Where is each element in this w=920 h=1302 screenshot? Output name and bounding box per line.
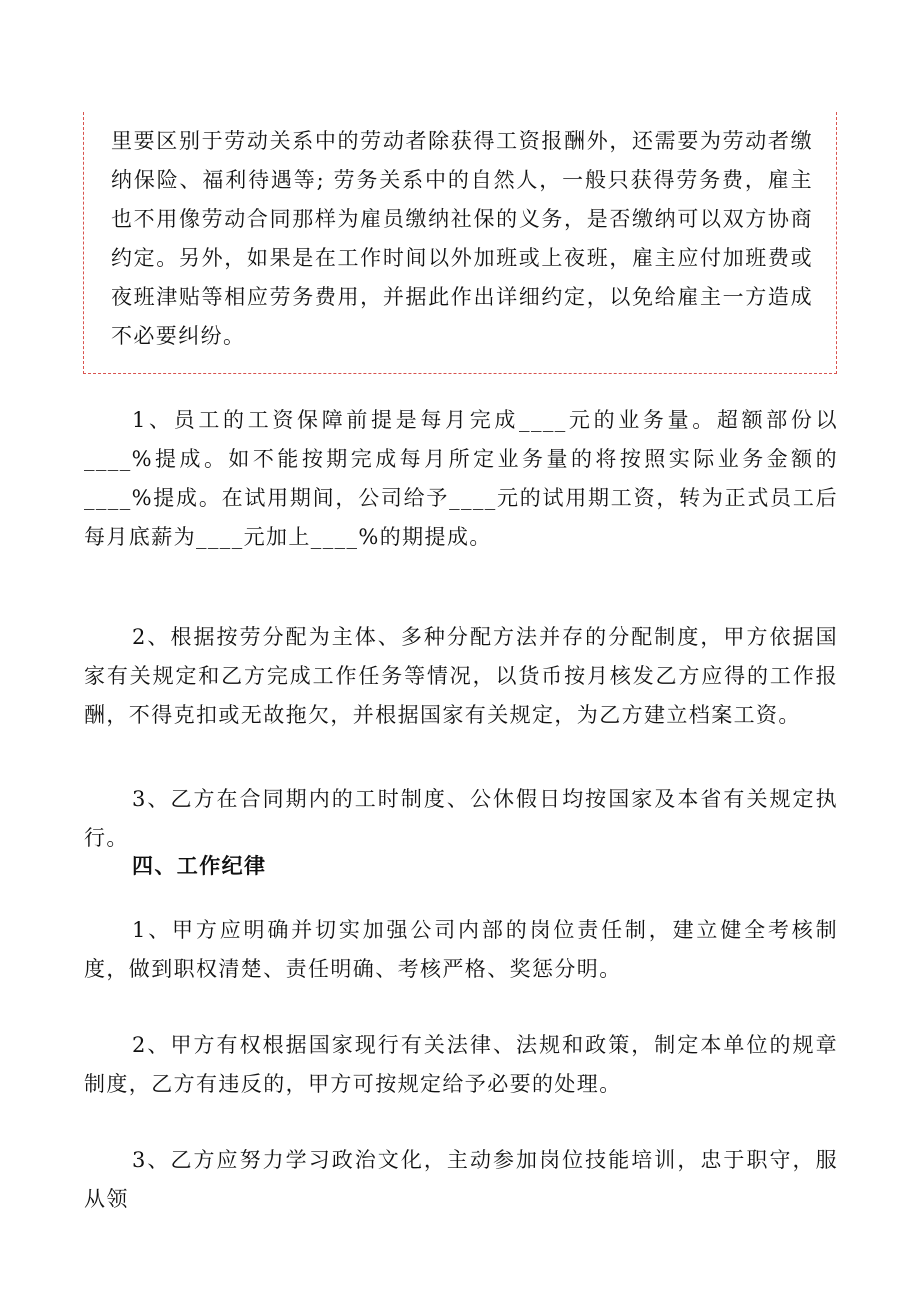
paragraph-distribution: 2、根据按劳分配为主体、多种分配方法并存的分配制度，甲方依据国家有关规定和乙方完成工作任务等情况，以货币按月核发乙方应得的工作报酬，不得克扣或无故拖欠，并根据国家有关规定，为乙方建立档案工资。 <box>84 625 838 727</box>
note-text: 里要区别于劳动关系中的劳动者除获得工资报酬外，还需要为劳动者缴纳保险、福利待遇等; 劳务关系中的自然人，一般只获得劳务费，雇主也不用像劳动合同那样为雇员缴纳社保的义务，是否缴纳可以双方协商约定。另外，如果是在工作时间以外加班或上夜班，雇主应付加班费或夜班津贴等相应劳务费用，并据此作出详细约定，以免给雇主一方造成不必要纠纷。 <box>111 129 813 348</box>
note-box <box>83 112 837 374</box>
section-heading-work-discipline: 四、工作纪律 <box>132 853 267 878</box>
paragraph-working-hours: 3、乙方在合同期内的工时制度、公休假日均按国家及本省有关规定执行。 <box>84 787 838 850</box>
paragraph-responsibility-system: 1、甲方应明确并切实加强公司内部的岗位责任制，建立健全考核制度，做到职权清楚、责任明确、考核严格、奖惩分明。 <box>84 918 838 981</box>
paragraph-wage-guarantee: 1、员工的工资保障前提是每月完成____元的业务量。超额部份以____%提成。如不能按期完成每月所定业务量的将按照实际业务金额的____%提成。在试用期间，公司给予____元的试用期工资，转为正式员工后每月底薪为____元加上____%的期提成。 <box>84 408 838 549</box>
paragraph-rules-regulations: 2、甲方有权根据国家现行有关法律、法规和政策，制定本单位的规章制度，乙方有违反的，甲方可按规定给予必要的处理。 <box>84 1033 838 1096</box>
paragraph-study-training: 3、乙方应努力学习政治文化，主动参加岗位技能培训，忠于职守，服从领 <box>84 1148 838 1211</box>
